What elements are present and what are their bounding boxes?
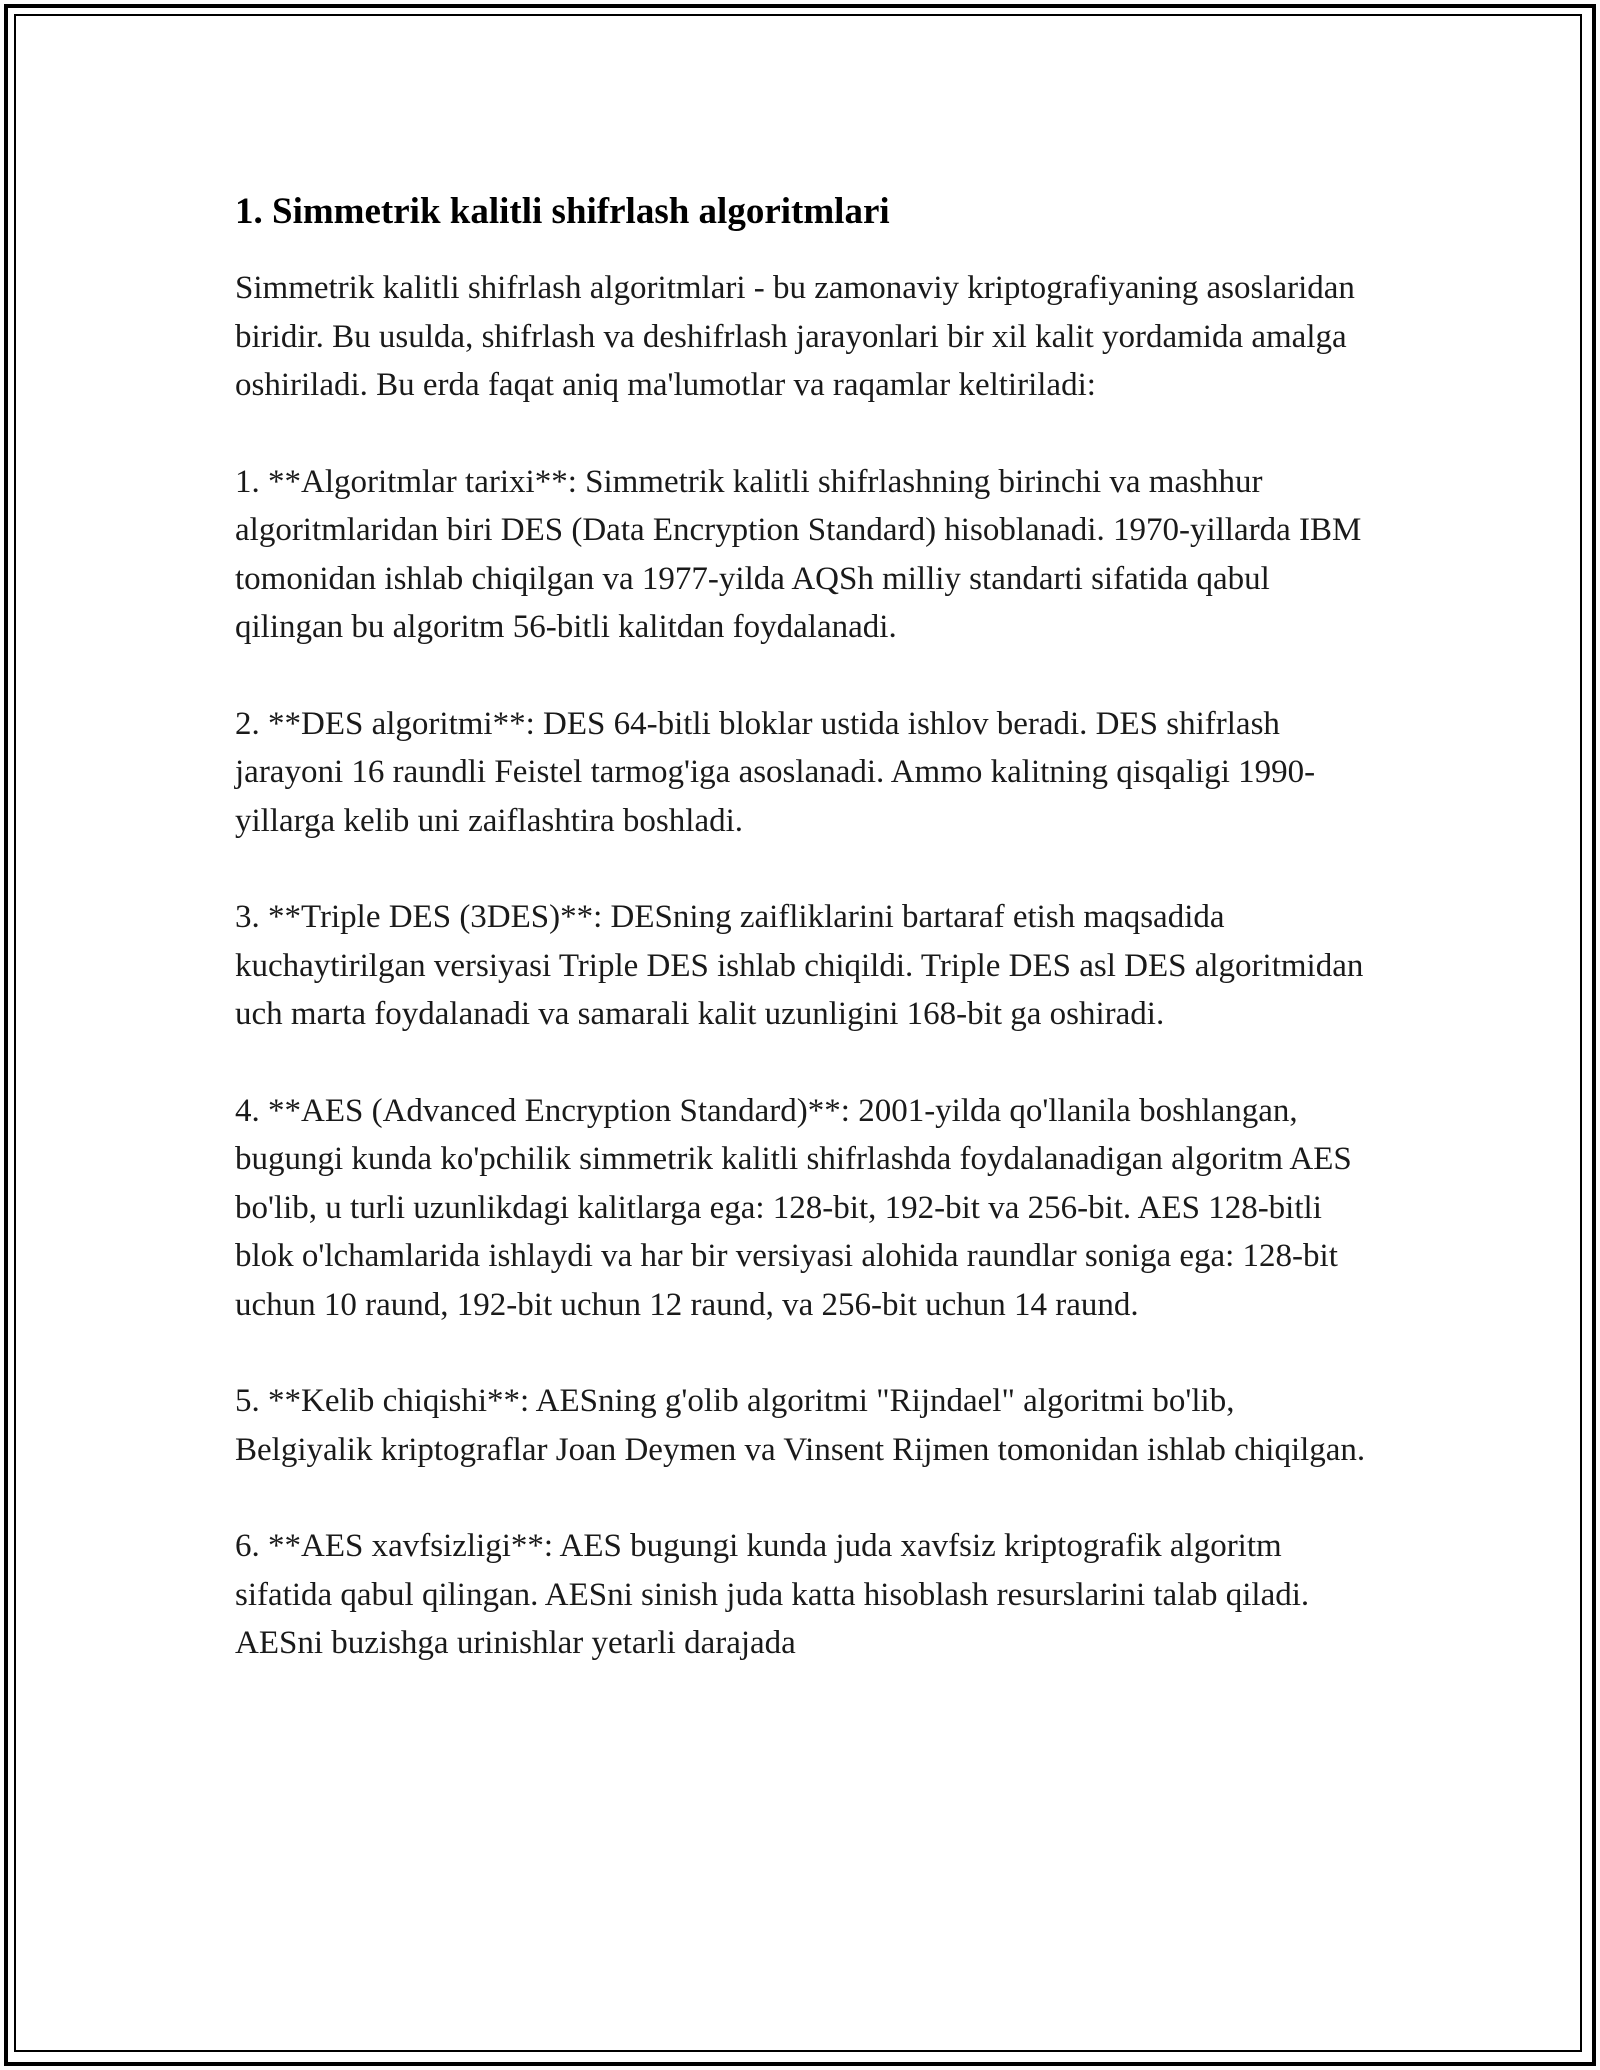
paragraph-origin: 5. **Kelib chiqishi**: AESning g'olib algoritmi "Rijndael" algoritmi bo'lib, Belgiyalik kriptograflar Joan Deymen va Vinsent Rijmen tomonidan ishlab chiqilgan. — [235, 1383, 1366, 1468]
paragraph-aes-security: 6. **AES xavfsizligi**: AES bugungi kunda juda xavfsiz kriptografik algoritm sifatida qabul qilingan. AESni sinish juda katta hisoblash resurslarini talab qiladi. AESni buzishga urinishlar yetarli darajada — [235, 1528, 1310, 1661]
paragraph-des-algorithm: 2. **DES algoritmi**: DES 64-bitli bloklar ustida ishlov beradi. DES shifrlash jarayoni 16 raundli Feistel tarmog'iga asoslanadi. Ammo kalitning qisqaligi 1990-yillarga kelib uni zaiflashtira boshladi. — [235, 705, 1316, 839]
document-title: 1. Simmetrik kalitli shifrlash algoritmlari — [235, 191, 890, 232]
paragraph-aes: 4. **AES (Advanced Encryption Standard)**: 2001-yilda qo'llanila boshlangan, bugungi kunda ko'pchilik simmetrik kalitli shifrlashda foydalanadigan algoritm AES bo'lib, u turli uzunlikdagi kalitlarga ega: 128-bit, 192-bit va 256-bit. AES 128-bitli blok o'lchamlarida ishlaydi va har bir versiyasi alohida raundlar soniga ega: 128-bit uchun 10 raund, 192-bit uchun 12 raund, va 256-bit uchun 14 raund. — [235, 1092, 1352, 1323]
intro-paragraph: Simmetrik kalitli shifrlash algoritmlari - bu zamonaviy kriptografiyaning asoslaridan biridir. Bu usulda, shifrlash va deshifrlash jarayonlari bir xil kalit yordamida amalga oshiriladi. Bu erda faqat aniq ma'lumotlar va raqamlar keltiriladi: — [235, 270, 1355, 403]
paragraph-triple-des: 3. **Triple DES (3DES)**: DESning zaifliklarini bartaraf etish maqsadida kuchaytirilgan versiyasi Triple DES ishlab chiqildi. Triple DES asl DES algoritmidan uch marta foydalanadi va samarali kalit uzunligini 168-bit ga oshiradi. — [235, 899, 1364, 1032]
document-body — [235, 186, 1375, 1668]
paragraph-algorithm-history: 1. **Algoritmlar tarixi**: Simmetrik kalitli shifrlashning birinchi va mashhur algoritmlaridan biri DES (Data Encryption Standard) hisoblanadi. 1970-yillarda IBM tomonidan ishlab chiqilgan va 1977-yilda AQSh milliy standarti sifatida qabul qilingan bu algoritm 56-bitli kalitdan foydalanadi. — [235, 463, 1362, 645]
